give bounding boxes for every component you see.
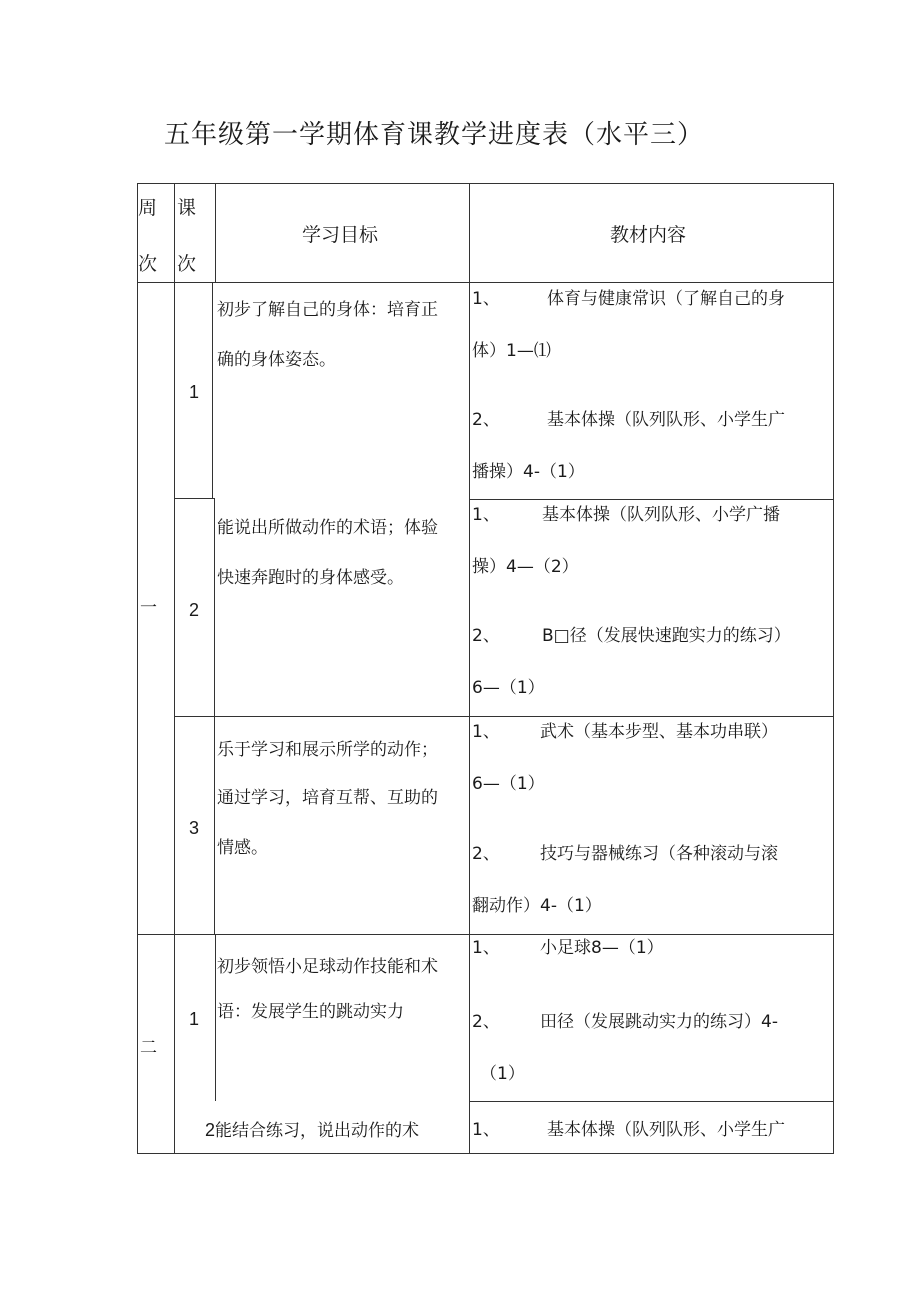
item-index: 1、	[472, 505, 500, 525]
header-week-1: 周	[138, 197, 158, 219]
item-text-cont: 体）1—⑴	[472, 341, 551, 361]
item-index: 1、	[472, 938, 500, 958]
lesson-goal-line	[205, 1118, 419, 1143]
week-divider	[137, 934, 833, 935]
header-divider	[137, 282, 833, 283]
row-divider	[175, 716, 833, 717]
column-divider	[215, 183, 216, 282]
header-content: 教材内容	[610, 224, 687, 246]
item-index: 1、	[472, 289, 500, 309]
lesson-number: 1	[189, 382, 200, 402]
goal-text: 快速奔跑时的身体感受。	[217, 568, 404, 588]
table-border-left	[137, 183, 138, 1154]
item-index: 1、	[472, 1120, 500, 1140]
page-title: 五年级第一学期体育课教学进度表（水平三）	[164, 120, 705, 150]
week-label: 二	[140, 1038, 157, 1058]
item-text: 基本体操（队列队形、小学广播	[542, 505, 780, 525]
week-label: 一	[140, 598, 157, 618]
header-goal: 学习目标	[302, 224, 379, 246]
row-divider	[469, 1101, 833, 1102]
row-divider	[469, 499, 833, 500]
goal-text: 能结合练习，说出动作的术	[215, 1121, 420, 1141]
item-text: 体育与健康常识（了解自己的身	[547, 289, 785, 309]
item-text-cont: 翻动作）4-（1）	[472, 896, 602, 916]
goal-text: 初步领悟小足球动作技能和术	[217, 957, 438, 977]
item-text: B□径（发展快速跑实力的练习）	[542, 626, 791, 646]
table-border-bottom	[137, 1153, 833, 1154]
item-text: 基本体操（队列队形、小学生广	[547, 410, 785, 430]
header-lesson-1: 课	[177, 197, 197, 219]
item-text-cont: 6—（1）	[472, 774, 545, 794]
table-border-right	[833, 183, 834, 1154]
header-lesson-2: 次	[177, 253, 197, 275]
column-divider	[212, 282, 213, 498]
goal-text: 通过学习，培育互帮、互助的	[217, 788, 438, 808]
item-text-cont: 6—（1）	[472, 678, 545, 698]
goal-text: 确的身体姿态。	[217, 350, 336, 370]
column-divider	[174, 183, 175, 1154]
item-text: 武术（基本步型、基本功串联）	[540, 722, 778, 742]
column-divider	[469, 183, 470, 1154]
item-index: 2、	[472, 410, 500, 430]
lesson-number: 1	[189, 1009, 200, 1029]
item-text-cont: 播操）4-（1）	[472, 462, 585, 482]
item-text: 基本体操（队列队形、小学生广	[547, 1120, 785, 1140]
item-index: 2、	[472, 1012, 500, 1032]
item-index: 2、	[472, 626, 500, 646]
item-text: 技巧与器械练习（各种滚动与滚	[540, 844, 778, 864]
row-divider	[175, 498, 215, 499]
item-text: 小足球8—（1）	[540, 938, 664, 958]
lesson-number: 2	[189, 600, 200, 620]
goal-text: 情感。	[217, 838, 268, 858]
lesson-number: 3	[189, 818, 200, 838]
item-text-cont: 操）4—（2）	[472, 557, 579, 577]
column-divider	[214, 499, 215, 934]
goal-text: 乐于学习和展示所学的动作；	[217, 740, 438, 760]
table-border-top	[137, 183, 833, 184]
lesson-number: 2	[205, 1120, 216, 1140]
goal-text: 能说出所做动作的术语；体验	[217, 518, 438, 538]
header-week-2: 次	[138, 253, 158, 275]
item-text: 田径（发展跳动实力的练习）4-	[540, 1012, 778, 1032]
column-divider	[215, 934, 216, 1101]
item-index: 1、	[472, 722, 500, 742]
goal-text: 初步了解自己的身体：培育正	[217, 300, 438, 320]
item-index: 2、	[472, 844, 500, 864]
item-text-cont: （1）	[480, 1064, 525, 1084]
goal-text: 语：发展学生的跳动实力	[217, 1002, 404, 1022]
